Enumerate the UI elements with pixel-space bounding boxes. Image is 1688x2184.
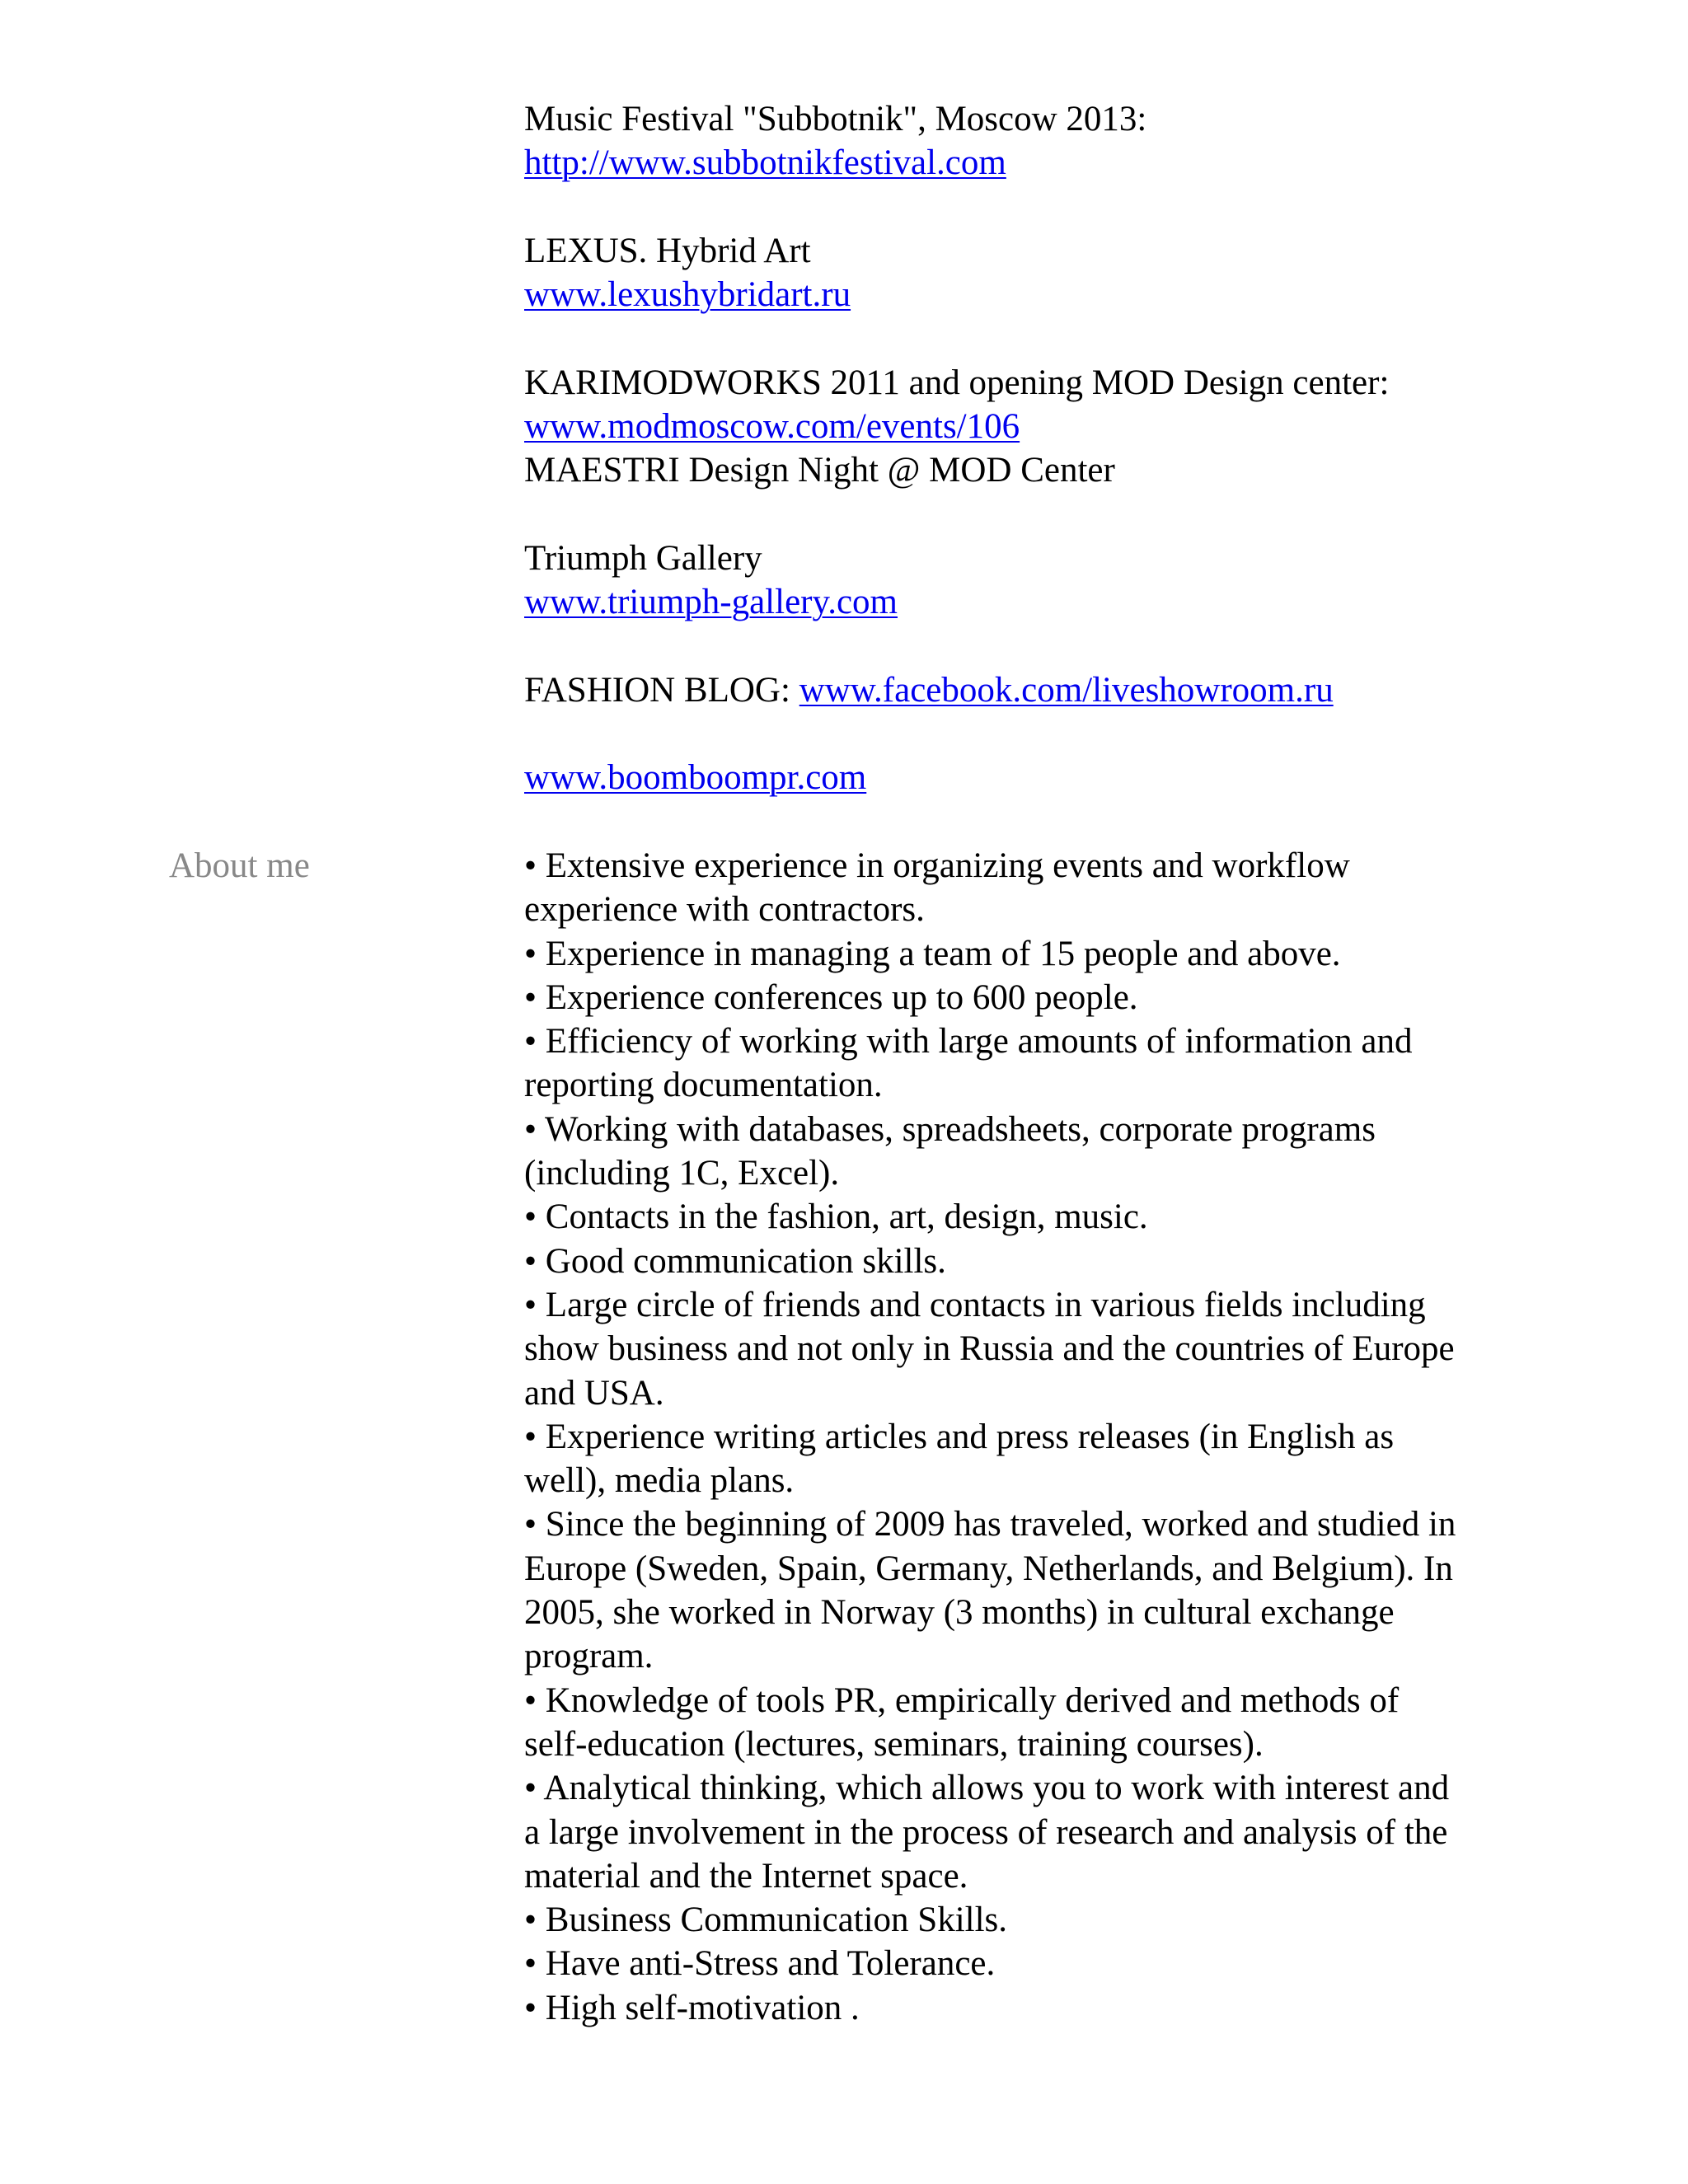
projects-section [524,97,1554,800]
about-line: Europe (Sweden, Spain, Germany, Netherlands, and Belgium). In [524,1549,1453,1588]
triumph-link[interactable]: www.triumph-gallery.com [524,583,898,622]
subbotnik-link[interactable]: http://www.subbotnikfestival.com [524,143,1006,183]
about-line: program. [524,1637,654,1676]
about-line: a large involvement in the process of research and analysis of the [524,1812,1448,1852]
boomboom-link[interactable]: www.boomboompr.com [524,758,867,798]
about-line: • Large circle of friends and contacts in various fields including [524,1285,1426,1324]
about-line: (including 1C, Excel). [524,1154,840,1193]
about-line: • Efficiency of working with large amounts of information and [524,1022,1413,1062]
about-line: and USA. [524,1373,664,1413]
spacer [524,625,1554,668]
about-line: • Experience writing articles and press releases (in English as [524,1417,1395,1456]
about-line: • Business Communication Skills. [524,1900,1008,1940]
about-me-list [524,844,1554,2030]
about-line: • Experience in managing a team of 15 people and above. [524,934,1341,973]
about-line: 2005, she worked in Norway (3 months) in cultural exchange [524,1593,1395,1633]
about-line: • High self-motivation . [524,1988,860,2027]
fashion-blog-link[interactable]: www.facebook.com/liveshowroom.ru [799,670,1334,710]
triumph-title: Triumph Gallery [524,538,762,578]
lexus-link[interactable]: www.lexushybridart.ru [524,275,851,315]
about-line: • Good communication skills. [524,1241,946,1281]
spacer [524,712,1554,756]
about-line: • Extensive experience in organizing events and workflow [524,846,1350,885]
about-line: show business and not only in Russia and the countries of Europe [524,1329,1455,1369]
spacer [524,185,1554,229]
about-line: • Working with databases, spreadsheets, corporate programs [524,1109,1376,1149]
about-line: • Knowledge of tools PR, empirically derived and methods of [524,1680,1400,1720]
fashion-blog-label: FASHION BLOG: [524,670,799,710]
lexus-title: LEXUS. Hybrid Art [524,231,811,270]
about-line: • Have anti-Stress and Tolerance. [524,1944,996,1984]
about-line: well), media plans. [524,1461,795,1501]
about-me-label: About me [169,846,310,885]
spacer [524,316,1554,360]
maestri-title: MAESTRI Design Night @ MOD Center [524,451,1115,490]
fashion-blog-line [524,668,1554,712]
about-line: experience with contractors. [524,890,925,930]
karim-title: KARIMODWORKS 2011 and opening MOD Design center: [524,363,1390,402]
about-line: self-education (lectures, seminars, training courses). [524,1724,1264,1764]
about-line: • Analytical thinking, which allows you to work with interest and [524,1769,1450,1808]
subbotnik-title: Music Festival "Subbotnik", Moscow 2013: [524,100,1147,138]
about-line: • Experience conferences up to 600 people. [524,977,1138,1017]
about-line: • Since the beginning of 2009 has traveled, worked and studied in [524,1505,1456,1544]
about-line: material and the Internet space. [524,1856,968,1896]
karim-link[interactable]: www.modmoscow.com/events/106 [524,407,1020,447]
about-line: • Contacts in the fashion, art, design, music. [524,1197,1148,1237]
about-line: reporting documentation. [524,1066,883,1105]
spacer [524,493,1554,537]
